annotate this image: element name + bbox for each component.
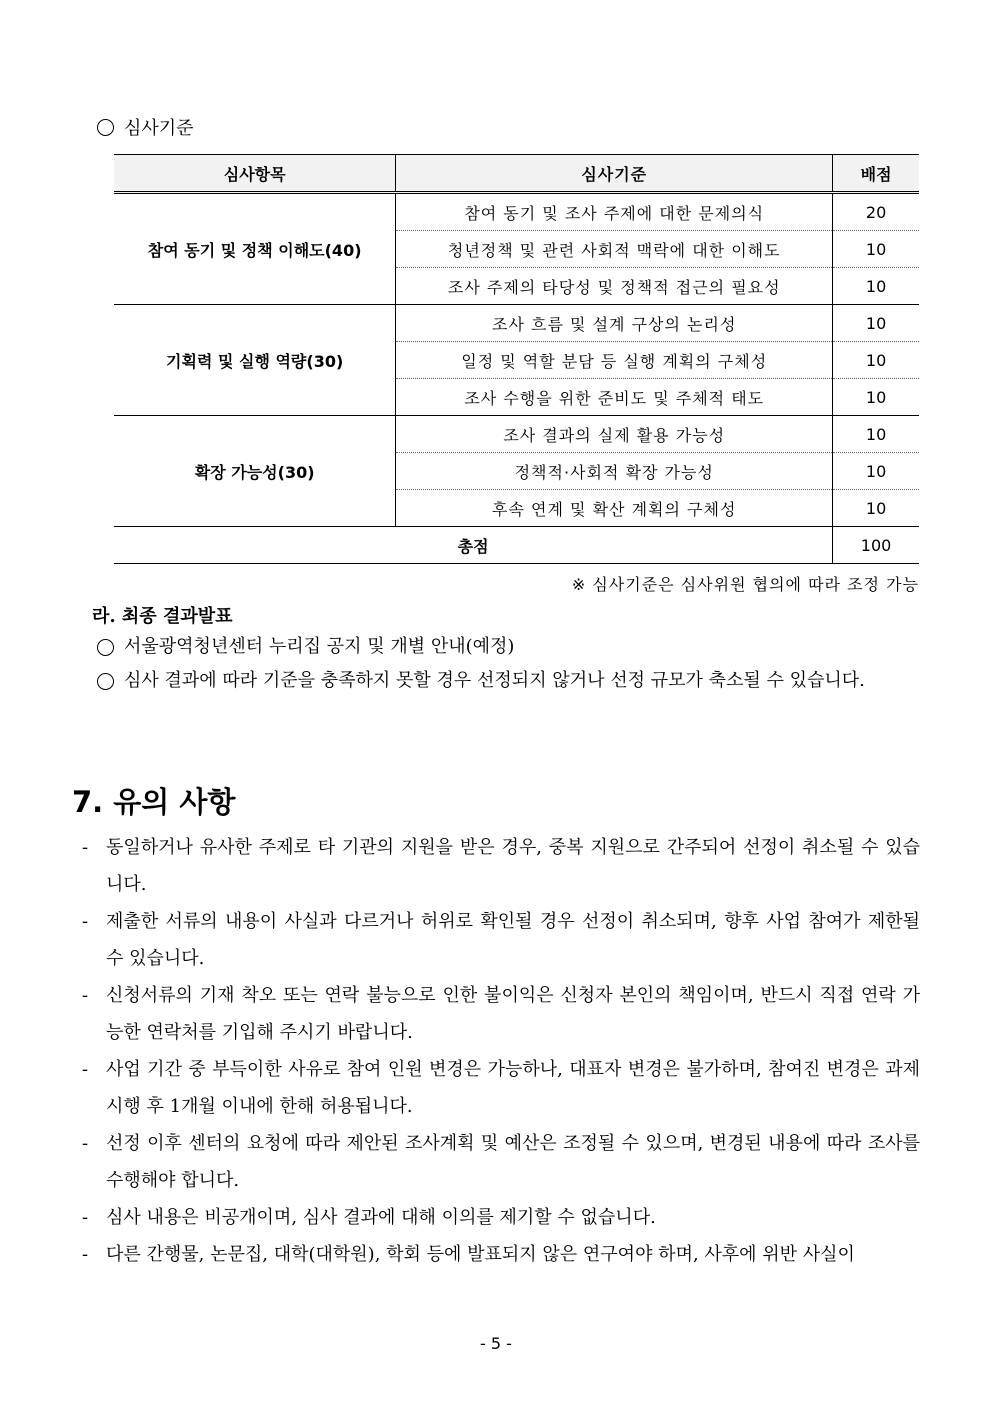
notice-item [82,1199,920,1236]
notice-item [82,977,920,1051]
page-number: - 5 - [480,1334,512,1353]
notice-item [82,1125,920,1199]
dash-bullet: - [82,1133,89,1154]
score-cell: 10 [833,416,919,453]
criterion-cell: 후속 연계 및 확산 계획의 구체성 [396,490,833,527]
score-cell: 10 [833,453,919,490]
notice-text: 다른 간행물, 논문집, 대학(대학원), 학회 등에 발표되지 않은 연구여야 하며, 사후에 위반 사실이 [106,1244,855,1265]
notice-text: 동일하거나 유사한 주제로 타 기관의 지원을 받은 경우, 중복 지원으로 간주되어 선정이 취소될 수 있습니다. [106,837,920,895]
score-cell: 10 [833,268,919,305]
table-row [114,305,919,342]
notice-item [82,1051,920,1125]
dash-bullet: - [82,1207,89,1228]
table-row [114,416,919,453]
criterion-cell: 조사 주제의 타당성 및 정책적 접근의 필요성 [396,268,833,305]
section-title: 7. 유의 사항 [72,785,236,819]
circle-bullet-icon [97,639,114,656]
final-item [97,630,920,664]
score-cell: 10 [833,231,919,268]
header-item: 심사항목 [114,155,396,193]
header-criterion: 심사기준 [396,155,833,193]
group-item: 참여 동기 및 정책 이해도(40) [114,193,396,305]
criteria-note: ※ 심사기준은 심사위원 협의에 따라 조정 가능 [571,575,919,594]
score-cell: 10 [833,490,919,527]
notice-text: 선정 이후 센터의 요청에 따라 제안된 조사계획 및 예산은 조정될 수 있으며, 변경된 내용에 따라 조사를 수행해야 합니다. [106,1133,920,1191]
criterion-cell: 청년정책 및 관련 사회적 맥락에 대한 이해도 [396,231,833,268]
score-cell: 10 [833,342,919,379]
circle-bullet-icon [97,673,114,690]
score-cell: 20 [833,193,919,231]
criterion-cell: 조사 수행을 위한 준비도 및 주체적 태도 [396,379,833,416]
notice-item [82,903,920,977]
criterion-cell: 참여 동기 및 조사 주제에 대한 문제의식 [396,193,833,231]
dash-bullet: - [82,837,89,858]
notice-text: 제출한 서류의 내용이 사실과 다르거나 허위로 확인될 경우 선정이 취소되며, 향후 사업 참여가 제한될 수 있습니다. [106,911,920,969]
criterion-cell: 조사 흐름 및 설계 구상의 논리성 [396,305,833,342]
dash-bullet: - [82,1244,89,1265]
notice-text: 신청서류의 기재 착오 또는 연락 불능으로 인한 불이익은 신청자 본인의 책임이며, 반드시 직접 연락 가능한 연락처를 기입해 주시기 바랍니다. [106,985,920,1043]
criteria-heading-text: 심사기준 [124,118,194,139]
total-row [114,527,919,564]
circle-bullet-icon [97,119,114,136]
notice-item [82,829,920,903]
score-cell: 10 [833,305,919,342]
final-item-text: 서울광역청년센터 누리집 공지 및 개별 안내(예정) [124,636,515,657]
criteria-heading [97,114,194,140]
total-label: 총점 [114,527,833,564]
final-results-heading: 라. 최종 결과발표 [92,606,233,627]
criterion-cell: 정책적·사회적 확장 가능성 [396,453,833,490]
table-header-row [114,155,919,193]
criterion-cell: 조사 결과의 실제 활용 가능성 [396,416,833,453]
score-cell: 10 [833,379,919,416]
final-item-text: 심사 결과에 따라 기준을 충족하지 못할 경우 선정되지 않거나 선정 규모가 축소될 수 있습니다. [124,670,865,691]
total-score: 100 [833,527,919,564]
final-item [97,664,920,698]
header-score: 배점 [833,155,919,193]
notice-item [82,1236,920,1273]
dash-bullet: - [82,985,89,1006]
table-row [114,193,919,231]
group-item: 기획력 및 실행 역량(30) [114,305,396,416]
criteria-table [114,154,919,564]
notice-text: 심사 내용은 비공개이며, 심사 결과에 대해 이의를 제기할 수 없습니다. [106,1207,656,1228]
group-item: 확장 가능성(30) [114,416,396,527]
dash-bullet: - [82,1059,89,1080]
notice-text: 사업 기간 중 부득이한 사유로 참여 인원 변경은 가능하나, 대표자 변경은 불가하며, 참여진 변경은 과제 시행 후 1개월 이내에 한해 허용됩니다. [106,1059,920,1117]
dash-bullet: - [82,911,89,932]
criterion-cell: 일정 및 역할 분담 등 실행 계획의 구체성 [396,342,833,379]
